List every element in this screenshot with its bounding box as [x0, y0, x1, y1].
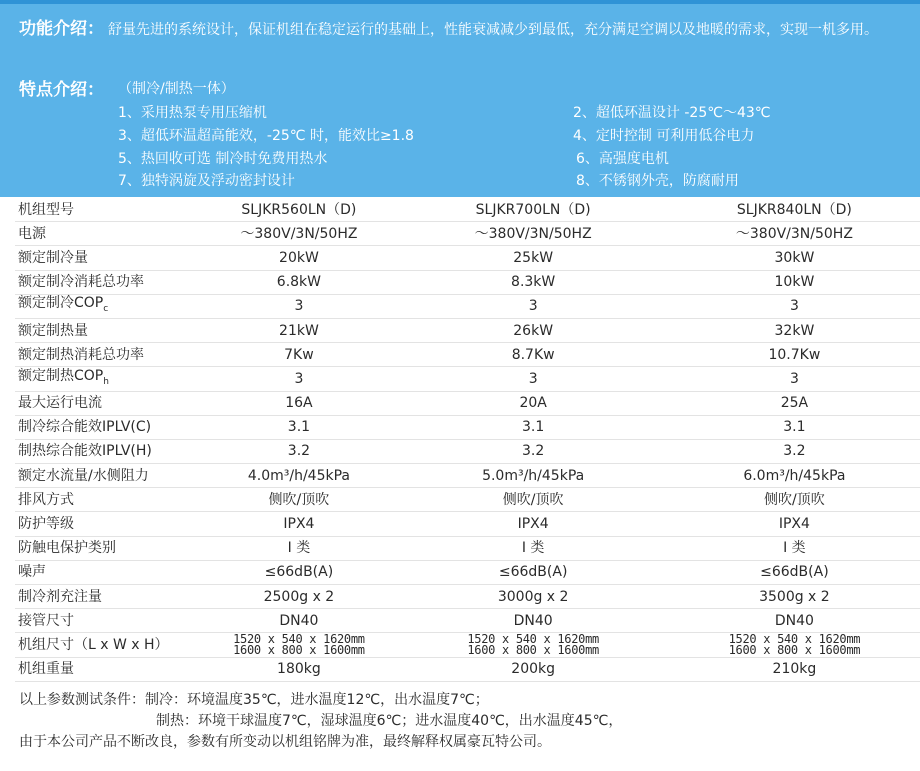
table-row — [15, 343, 920, 367]
feature-item: 4、定时控制 可利用低谷电力 — [573, 128, 755, 144]
table-row — [15, 439, 920, 463]
row-label-text: 额定水流量/水侧阻力 — [18, 467, 149, 484]
table-row — [15, 657, 920, 681]
feature-item: 5、热回收可选 制冷时免费用热水 — [118, 151, 328, 167]
model-3-value: 3500g x 2 — [669, 585, 920, 609]
row-label — [15, 318, 200, 342]
model-2-value: SLJKR700LN（D) — [398, 198, 669, 222]
model-2-value: 5.0m³/h/45kPa — [398, 464, 669, 488]
model-3-value: 210kg — [669, 657, 920, 681]
model-1-value: 2500g x 2 — [200, 585, 397, 609]
row-label — [15, 294, 200, 318]
model-2-value: 3.2 — [398, 439, 669, 463]
model-3-value: SLJKR840LN（D) — [669, 198, 920, 222]
row-label — [15, 343, 200, 367]
model-1-value: 16A — [200, 391, 397, 415]
row-label-text: 接管尺寸 — [18, 612, 74, 629]
function-intro — [19, 19, 904, 41]
row-label — [15, 512, 200, 536]
dimension-line: 1520 x 540 x 1620mm — [728, 631, 861, 646]
row-label-text: 制冷剂充注量 — [18, 588, 102, 605]
table-row — [15, 246, 920, 270]
model-1-value: I 类 — [200, 536, 397, 560]
table-row — [15, 488, 920, 512]
model-3-value: 10.7Kw — [669, 343, 920, 367]
table-row — [15, 585, 920, 609]
model-1-value: 20kW — [200, 246, 397, 270]
note-line: 制热：环境干球温度7℃，湿球温度6℃；进水温度40℃，出水温度45℃， — [156, 713, 623, 729]
model-1-value: 7Kw — [200, 343, 397, 367]
row-label-text: 防护等级 — [18, 516, 74, 533]
model-2-value: I 类 — [398, 536, 669, 560]
table-row — [15, 536, 920, 560]
features-subtitle: （制冷/制热一体） — [118, 81, 235, 97]
row-label-text: 额定制热量 — [18, 322, 88, 339]
model-1-value: 6.8kW — [200, 270, 397, 294]
model-2-value: 3 — [398, 294, 669, 318]
dimension-line: 1600 x 800 x 1600mm — [728, 642, 861, 657]
row-label — [15, 246, 200, 270]
table-row — [15, 609, 920, 633]
row-label — [15, 415, 200, 439]
model-1-value: 180kg — [200, 657, 397, 681]
row-label-text: 电源 — [18, 225, 46, 242]
model-2-value — [398, 633, 669, 657]
model-3-value: DN40 — [669, 609, 920, 633]
row-label — [15, 609, 200, 633]
model-2-value: 25kW — [398, 246, 669, 270]
row-label-text: 噪声 — [18, 564, 46, 581]
model-3-value: 3 — [669, 294, 920, 318]
model-1-value: IPX4 — [200, 512, 397, 536]
model-1-value: 3.1 — [200, 415, 397, 439]
model-2-value: 3000g x 2 — [398, 585, 669, 609]
feature-item: 6、高强度电机 — [576, 151, 669, 167]
row-label — [15, 439, 200, 463]
row-label — [15, 536, 200, 560]
row-label — [15, 633, 200, 657]
model-1-value: 3.2 — [200, 439, 397, 463]
intro-banner — [0, 0, 920, 197]
model-3-value: IPX4 — [669, 512, 920, 536]
model-3-value: 25A — [669, 391, 920, 415]
table-row — [15, 633, 920, 657]
function-text: 舒量先进的系统设计，保证机组在稳定运行的基础上，性能衰减减少到最低，充分满足空调以及地暖的需求，实现一机多用。 — [108, 22, 878, 38]
row-label-text: 防触电保护类别 — [18, 540, 116, 557]
table-row — [15, 294, 920, 318]
dimension-line: 1600 x 800 x 1600mm — [467, 642, 599, 657]
table-row — [15, 367, 920, 391]
row-label-text: 机组重量 — [18, 661, 74, 678]
spec-table — [15, 198, 920, 682]
feature-item: 3、超低环温超高能效，-25℃ 时，能效比≥1.8 — [118, 128, 414, 144]
row-label-text: 机组尺寸（L x W x H） — [18, 636, 169, 653]
row-label-text: 额定制冷消耗总功率 — [18, 274, 144, 291]
model-3-value: 3.2 — [669, 439, 920, 463]
model-2-value: 200kg — [398, 657, 669, 681]
feature-item: 1、采用热泵专用压缩机 — [118, 105, 267, 121]
row-label — [15, 464, 200, 488]
row-label-subscript: h — [103, 376, 109, 387]
row-label-text: 最大运行电流 — [18, 395, 102, 412]
feature-item: 2、超低环温设计 -25℃～43℃ — [573, 105, 771, 121]
model-1-value: SLJKR560LN（D) — [200, 198, 397, 222]
row-label — [15, 391, 200, 415]
table-row — [15, 391, 920, 415]
row-label — [15, 222, 200, 246]
row-label — [15, 657, 200, 681]
row-label-text: 额定制冷COP — [18, 295, 104, 312]
model-3-value: 30kW — [669, 246, 920, 270]
model-2-value: 20A — [398, 391, 669, 415]
model-1-value: 3 — [200, 294, 397, 318]
note-line: 由于本公司产品不断改良，参数有所变动以机组铭牌为准，最终解释权属豪瓦特公司。 — [19, 734, 551, 750]
model-3-value: ≤66dB(A) — [669, 560, 920, 584]
table-row — [15, 222, 920, 246]
model-3-value: I 类 — [669, 536, 920, 560]
model-2-value: 8.7Kw — [398, 343, 669, 367]
model-2-value: 侧吹/顶吹 — [398, 488, 669, 512]
row-label-subscript: c — [103, 304, 109, 315]
row-label-text: 制冷综合能效IPLV(C) — [18, 419, 152, 436]
row-label-text: 制热综合能效IPLV(H) — [18, 443, 152, 460]
note-line: 以上参数测试条件：制冷：环境温度35℃，进水温度12℃，出水温度7℃； — [19, 692, 489, 708]
dimension-line: 1520 x 540 x 1620mm — [467, 631, 599, 646]
model-2-value: ～380V/3N/50HZ — [398, 222, 669, 246]
table-row — [15, 415, 920, 439]
model-2-value: DN40 — [398, 609, 669, 633]
features-heading: 特点介绍： — [19, 80, 104, 100]
row-label-text: 额定制热COP — [18, 368, 104, 384]
table-row — [15, 560, 920, 584]
model-1-value: ～380V/3N/50HZ — [200, 222, 397, 246]
row-label-text: 额定制冷量 — [18, 249, 88, 266]
row-label — [15, 488, 200, 512]
table-row — [15, 318, 920, 342]
model-2-value: ≤66dB(A) — [398, 560, 669, 584]
function-heading: 功能介绍： — [19, 19, 104, 39]
model-3-value: 6.0m³/h/45kPa — [669, 464, 920, 488]
table-row — [15, 270, 920, 294]
spec-table-body — [15, 198, 920, 681]
model-3-value: 3 — [669, 367, 920, 391]
model-1-value: 4.0m³/h/45kPa — [200, 464, 397, 488]
model-3-value — [669, 633, 920, 657]
table-row — [15, 512, 920, 536]
model-3-value: 10kW — [669, 270, 920, 294]
model-2-value: 8.3kW — [398, 270, 669, 294]
row-label-text: 排风方式 — [18, 491, 74, 508]
row-label — [15, 560, 200, 584]
row-label — [15, 198, 200, 222]
model-1-value: 21kW — [200, 318, 397, 342]
model-2-value: 3 — [398, 367, 669, 391]
dimension-line: 1520 x 540 x 1620mm — [233, 631, 365, 646]
model-3-value: ～380V/3N/50HZ — [669, 222, 920, 246]
model-2-value: 3.1 — [398, 415, 669, 439]
model-3-value: 32kW — [669, 318, 920, 342]
test-conditions — [19, 690, 622, 753]
model-2-value: 26kW — [398, 318, 669, 342]
feature-item: 8、不锈钢外壳，防腐耐用 — [576, 173, 739, 189]
table-row — [15, 198, 920, 222]
model-1-value: DN40 — [200, 609, 397, 633]
model-1-value: 侧吹/顶吹 — [200, 488, 397, 512]
model-3-value: 3.1 — [669, 415, 920, 439]
row-label-text: 额定制热消耗总功率 — [18, 346, 144, 363]
dimension-line: 1600 x 800 x 1600mm — [233, 642, 365, 657]
model-2-value: IPX4 — [398, 512, 669, 536]
model-1-value: ≤66dB(A) — [200, 560, 397, 584]
table-row — [15, 464, 920, 488]
model-1-value — [200, 633, 397, 657]
row-label — [15, 585, 200, 609]
row-label — [15, 367, 200, 391]
feature-item: 7、独特涡旋及浮动密封设计 — [118, 173, 295, 189]
model-3-value: 侧吹/顶吹 — [669, 488, 920, 512]
model-1-value: 3 — [200, 367, 397, 391]
row-label-text: 机组型号 — [18, 201, 74, 218]
row-label — [15, 270, 200, 294]
